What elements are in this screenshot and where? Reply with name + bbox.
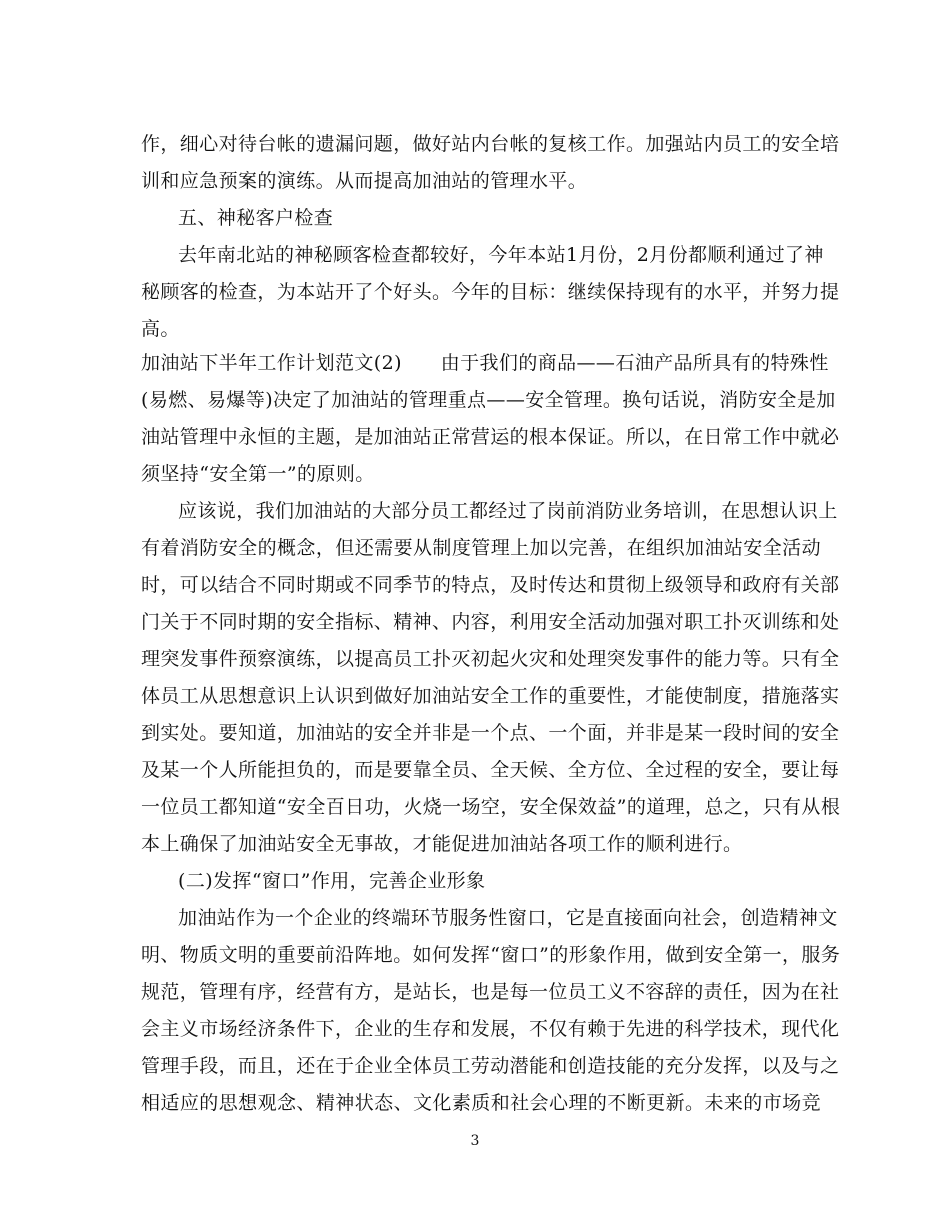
text-line: 油站管理中永恒的主题，是加油站正常营运的根本保证。所以，在日常工作中就必 bbox=[141, 426, 840, 448]
text-line: 会主义市场经济条件下，企业的生存和发展，不仅有赖于先进的科学技术，现代化 bbox=[141, 1018, 840, 1040]
text-line: 门关于不同时期的安全指标、精神、内容，利用安全活动加强对职工扑灭训练和处 bbox=[141, 611, 840, 633]
text-line: (易燃、易爆等)决定了加油站的管理重点——安全管理。换句话说，消防安全是加 bbox=[141, 389, 836, 411]
text-line: 明、物质文明的重要前沿阵地。如何发挥“窗口”的形象作用，做到安全第一，服务 bbox=[141, 944, 841, 966]
text-line: 本上确保了加油站安全无事故，才能促进加油站各项工作的顺利进行。 bbox=[141, 833, 743, 855]
text-line: 应该说，我们加油站的大部分员工都经过了岗前消防业务培训，在思想认识上 bbox=[178, 500, 838, 522]
text-line: 作，细心对待台帐的遗漏问题，做好站内台帐的复核工作。加强站内员工的安全培 bbox=[141, 133, 840, 155]
section-heading: 五、神秘客户检查 bbox=[178, 207, 334, 229]
section-heading: (二)发挥“窗口”作用，完善企业形象 bbox=[178, 870, 486, 892]
text-line: 到实处。要知道，加油站的安全并非是一个点、一个面，并非是某一段时间的安全 bbox=[141, 722, 840, 744]
text-line: 相适应的思想观念、精神状态、文化素质和社会心理的不断更新。未来的市场竞 bbox=[141, 1092, 821, 1114]
text-line: 训和应急预案的演练。从而提高加油站的管理水平。 bbox=[141, 170, 588, 192]
text-line: 有着消防安全的概念，但还需要从制度管理上加以完善，在组织加油站安全活动 bbox=[141, 537, 821, 559]
text-line: 秘顾客的检查，为本站开了个好头。今年的目标：继续保持现有的水平，并努力提 bbox=[141, 281, 840, 303]
text-line: 加油站作为一个企业的终端环节服务性窗口，它是直接面向社会，创造精神文 bbox=[178, 907, 838, 929]
text-line: 规范，管理有序，经营有方，是站长，也是每一位员工义不容辞的责任，因为在社 bbox=[141, 981, 840, 1003]
page-number: 3 bbox=[470, 1133, 480, 1149]
text-line: 理突发事件预察演练，以提高员工扑灭初起火灾和处理突发事件的能力等。只有全 bbox=[141, 648, 840, 670]
text-line: 及某一个人所能担负的，而是要靠全员、全天候、全方位、全过程的安全，要让每 bbox=[141, 759, 840, 781]
text-line: 管理手段，而且，还在于企业全体员工劳动潜能和创造技能的充分发挥，以及与之 bbox=[141, 1055, 840, 1077]
text-line: 一位员工都知道“安全百日功，火烧一场空，安全保效益”的道理，总之，只有从根 bbox=[141, 796, 841, 818]
text-line: 去年南北站的神秘顾客检查都较好，今年本站1月份，2月份都顺利通过了神 bbox=[178, 244, 824, 266]
text-line: 时，可以结合不同时期或不同季节的特点，及时传达和贯彻上级领导和政府有关部 bbox=[141, 574, 840, 596]
text-line: 高。 bbox=[141, 318, 180, 340]
text-line: 加油站下半年工作计划范文(2) 由于我们的商品——石油产品所具有的特殊性 bbox=[141, 352, 829, 374]
text-line: 须坚持“安全第一”的原则。 bbox=[141, 463, 375, 485]
text-line: 体员工从思想意识上认识到做好加油站安全工作的重要性，才能使制度，措施落实 bbox=[141, 685, 840, 707]
